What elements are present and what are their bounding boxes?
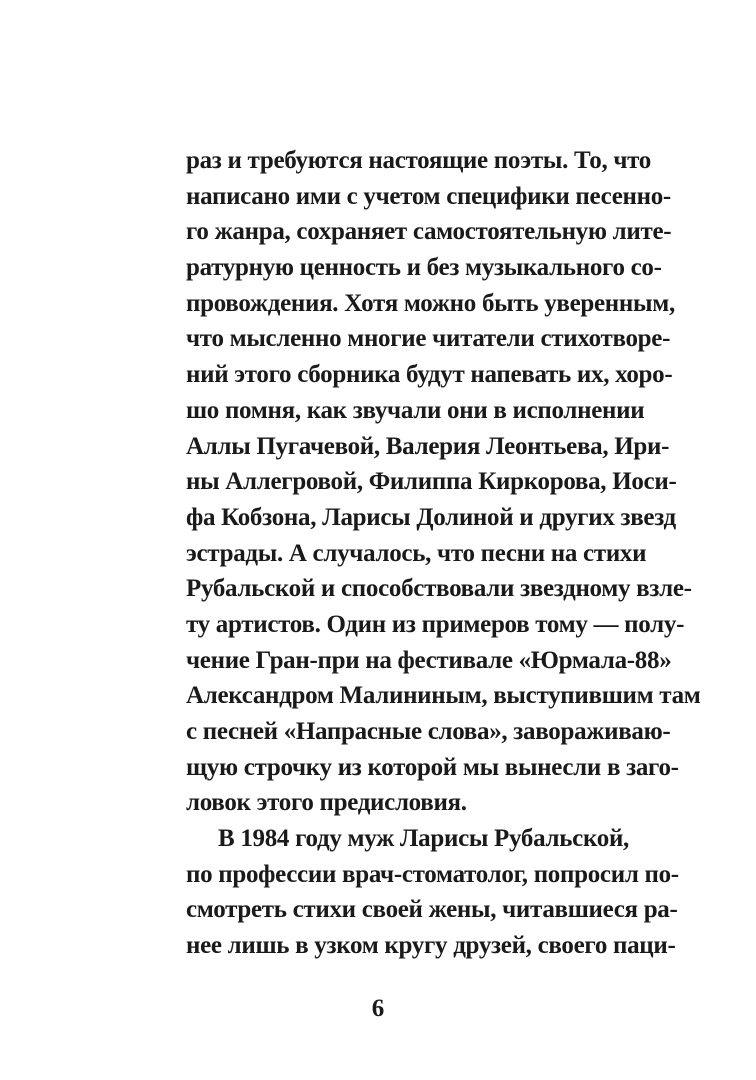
text-line: эстрады. А случалось, что песни на стихи [186, 539, 647, 567]
text-line: Рубальской и способствовали звездному взле- [186, 575, 692, 603]
text-line: чение Гран-при на фестивале «Юрмала-88» [186, 646, 672, 674]
text-line: го жанра, сохраняет самостоятельную лите- [186, 218, 672, 246]
paragraph-start-line: В 1984 году муж Ларисы Рубальской, [218, 825, 629, 853]
text-line: с песней «Напрасные слова», завораживаю- [186, 718, 671, 745]
text-line: щую строчку из которой мы вынесли в заго- [186, 753, 679, 781]
text-line: ту артистов. Один из примеров тому — полу- [186, 610, 685, 638]
text-line: ловок этого предисловия. [186, 789, 467, 817]
text-line: Аллы Пугачевой, Валерия Леонтьева, Ири- [186, 432, 670, 460]
text-line: нее лишь в узком кругу друзей, своего паци- [186, 932, 676, 960]
text-line: ратурную ценность и без музыкального со- [186, 254, 662, 282]
page-number: 6 [371, 995, 385, 1022]
text-line: ний этого сборника будут напевать их, хоро- [186, 361, 673, 389]
text-line: провождения. Хотя можно быть уверенным, [186, 289, 675, 317]
text-line: что мысленно многие читатели стихотворе- [186, 325, 671, 353]
text-line: Александром Малининым, выступившим там [186, 682, 701, 710]
text-line: шо помня, как звучали они в исполнении [186, 396, 645, 424]
body-text [186, 143, 701, 964]
text-line: смотреть стихи своей жены, читавшиеся ра- [186, 896, 678, 924]
text-line: раз и требуются настоящие поэты. То, что [186, 147, 651, 174]
text-line: написано ими с учетом специфики песенно- [186, 182, 671, 210]
text-line: фа Кобзона, Ларисы Долиной и других звезд [186, 503, 676, 531]
text-line: по профессии врач-стоматолог, попросил по- [186, 860, 679, 888]
text-line: ны Аллегровой, Филиппа Киркорова, Иоси- [186, 468, 677, 496]
